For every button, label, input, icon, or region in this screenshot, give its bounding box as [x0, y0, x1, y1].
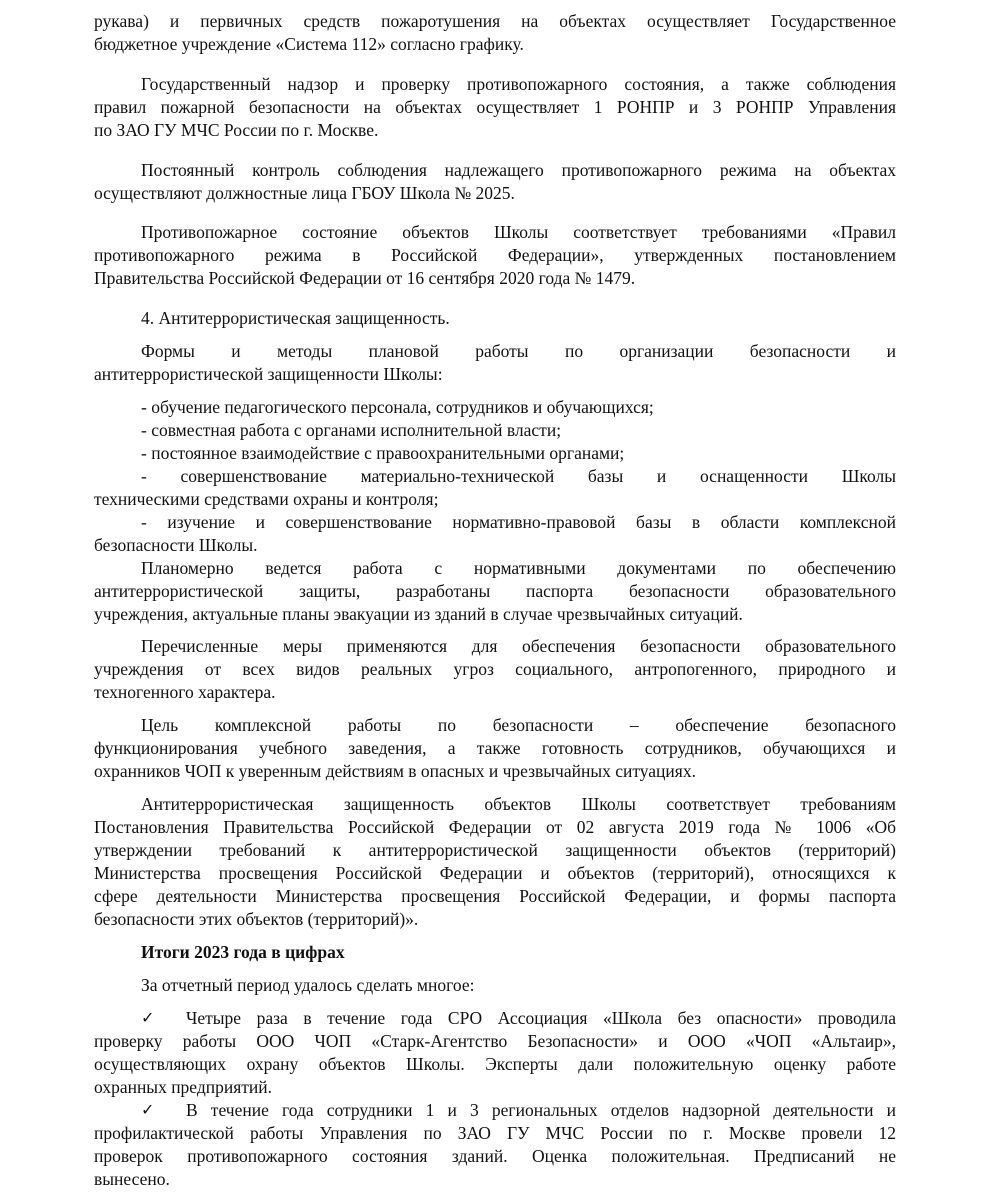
text-line: За отчетный период удалось сделать многое:: [141, 975, 475, 995]
text-line: Государственный надзор и проверку противопожарного состояния, а также соблюдения: [141, 74, 896, 94]
text-line: правил пожарной безопасности на объектах осуществляет 1 РОНПР и 3 РОНПР Управления: [94, 97, 896, 117]
text-line: охранных предприятий.: [94, 1077, 273, 1097]
list-item: - совместная работа с органами исполнительной власти;: [141, 420, 562, 440]
list-item: В течение года сотрудники 1 и 3 региональных отделов надзорной деятельности и: [186, 1100, 896, 1120]
text-line: Министерства просвещения Российской Федерации и объектов (территорий), относящихся к: [94, 863, 896, 883]
text-line: осуществляющих охрану объектов Школы. Эксперты дали положительную оценку работе: [94, 1054, 896, 1074]
text-line: проверку работы ООО ЧОП «Старк-Агентство Безопасности» и ООО «ЧОП «Альтаир»,: [94, 1031, 896, 1051]
text-line: противопожарного режима в Российской Федерации», утвержденных постановлением: [94, 245, 896, 265]
text-line: охранников ЧОП к уверенным действиям в опасных и чрезвычайных ситуациях.: [94, 761, 696, 781]
text-line: Постоянный контроль соблюдения надлежащего противопожарного режима на объектах: [141, 160, 896, 180]
text-line: безопасности Школы.: [94, 535, 258, 555]
text-line: утверждении требований к антитеррористической защищенности объектов (территорий): [94, 840, 896, 860]
section-heading: 4. Антитеррористическая защищенность.: [141, 308, 450, 328]
text-line: Антитеррористическая защищенность объектов Школы соответствует требованиям: [141, 794, 896, 814]
list-item: - изучение и совершенствование нормативно-правовой базы в области комплексной: [141, 512, 896, 532]
text-line: проверок противопожарного состояния зданий. Оценка положительная. Предписаний не: [94, 1146, 896, 1166]
section-heading: Итоги 2023 года в цифрах: [141, 942, 345, 962]
text-line: техногенного характера.: [94, 682, 276, 702]
text-line: антитеррористической защиты, разработаны паспорта безопасности образовательного: [94, 581, 896, 601]
text-line: по ЗАО ГУ МЧС России по г. Москве.: [94, 120, 379, 140]
text-line: профилактической работы Управления по ЗАО ГУ МЧС России по г. Москве провели 12: [94, 1123, 896, 1143]
list-item: Четыре раза в течение года СРО Ассоциация «Школа без опасности» проводила: [186, 1008, 896, 1028]
text-line: Формы и методы плановой работы по организации безопасности и: [141, 341, 896, 361]
text-line: Цель комплексной работы по безопасности – обеспечение безопасного: [141, 715, 896, 735]
text-line: вынесено.: [94, 1169, 170, 1189]
text-line: сфере деятельности Министерства просвещения Российской Федерации, и формы паспорта: [94, 886, 896, 906]
text-line: функционирования учебного заведения, а также готовность сотрудников, обучающихся и: [94, 738, 896, 758]
text-line: Постановления Правительства Российской Федерации от 02 августа 2019 года № 1006 «Об: [94, 817, 896, 837]
text-line: безопасности этих объектов (территорий)».: [94, 909, 419, 929]
checkmark-icon: ✓: [141, 1100, 155, 1119]
text-line: учреждения от всех видов реальных угроз социального, антропогенного, природного и: [94, 659, 896, 679]
list-item: - обучение педагогического персонала, сотрудников и обучающихся;: [141, 397, 654, 417]
text-line: Противопожарное состояние объектов Школы соответствует требованиями «Правил: [141, 222, 896, 242]
text-line: учреждения, актуальные планы эвакуации из зданий в случае чрезвычайных ситуаций.: [94, 604, 743, 624]
list-item: - постоянное взаимодействие с правоохранительными органами;: [141, 443, 625, 463]
checkmark-icon: ✓: [141, 1008, 155, 1027]
list-item: - совершенствование материально-технической базы и оснащенности Школы: [141, 466, 896, 486]
text-line: Перечисленные меры применяются для обеспечения безопасности образовательного: [141, 636, 896, 656]
text-line: техническими средствами охраны и контроля;: [94, 489, 439, 509]
text-line: Планомерно ведется работа с нормативными документами по обеспечению: [141, 558, 896, 578]
text-line: антитеррористической защищенности Школы:: [94, 364, 443, 384]
text-line: рукава) и первичных средств пожаротушения на объектах осуществляет Государственное: [94, 11, 896, 31]
text-line: Правительства Российской Федерации от 16 сентября 2020 года № 1479.: [94, 268, 636, 288]
text-line: бюджетное учреждение «Система 112» согласно графику.: [94, 34, 524, 54]
text-line: осуществляют должностные лица ГБОУ Школа № 2025.: [94, 183, 515, 203]
